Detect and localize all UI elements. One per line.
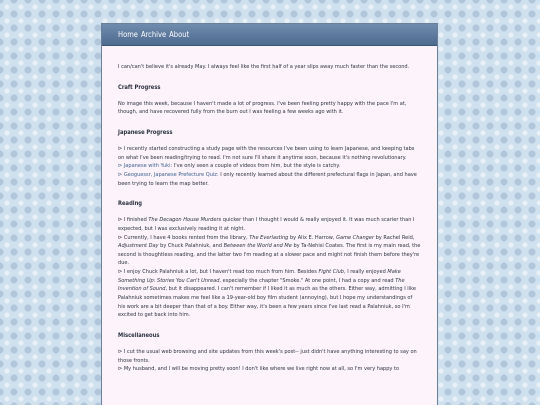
nav-about-link[interactable]: About [169,30,190,39]
nav-archive-link[interactable]: Archive [140,30,167,39]
misc-item: ⊳ My husband, and I will be moving pretty soon! I don't like where we live right now at all, so I'm very happy to [118,366,400,373]
reading-item: ⊳ I enjoy Chuck Palahniuk a lot, but I haven't read too much from him. Besides Fight Club, I really enjoyed Make Something Up: Stories You Can't Unread, especially the chapter "Smoke." At one point, I had a copy and read The Invention of Sound, but it disappeared. I can't remember if I liked it as much as the others. Either way, admitting I like Palahniuk sometimes makes me feel like a 19-year-old boy film student (annoying), but I hope my understandings of his work are a bit deeper than that of a boy. Either way, it's been a few years since I've last read a Palahniuk, so I'm excited to get back into him. [118,269,416,319]
misc-list [118,348,421,374]
misc-item: ⊳ I cut the usual web browsing and site updates from this week's post-- just didn't have anything interesting to say on those fronts. [118,349,417,364]
reading-item: ⊳ Currently, I have 4 books rented from the library, The Everlasting by Alix E. Harrow, Game Changer by Rachel Reid, Adjustment Day by Chuck Palahniuk, and Between the World and Me by Ta-Nehisi Coates. The first is my main read, the second is thoughtless reading, and the latter two I'm reading at a slower pace and might not finish them before they're due. [118,234,421,267]
japanese-item [118,162,421,171]
reading-item: ⊳ I finished The Decagon House Murders quicker than I thought I would & really enjoyed it. It was much scarier than I expected, but I was exclusively reading it at night. [118,217,415,232]
book-title: Fight Club [318,269,345,276]
book-title: The Invention of Sound [118,277,405,293]
japanese-item-text: I've only seen a couple of videos from him, but the style is catchy. [172,163,341,170]
top-nav [102,24,437,46]
japanese-heading: Japanese Progress [118,129,173,136]
book-title: Adjustment Day [118,243,159,250]
book-title: Game Changer [336,234,375,241]
book-title: Make Something Up: Stories You Can't Unread [118,269,401,284]
japanese-item-text: I only recently learned about the different prefectural flags in Japan, and have been trying to learn the map better. [118,171,417,187]
intro-paragraph: I can/can't believe it's already May. I always feel like the first half of a year slips away much faster than the second. [118,64,410,70]
japanese-with-yuki-link[interactable]: ⊳ Japanese with Yuki: [118,163,173,170]
reading-heading: Reading [118,201,143,208]
japanese-item [118,171,421,188]
blog-page [101,23,438,405]
reading-list [118,216,421,320]
japanese-list [118,145,421,188]
misc-heading: Miscellaneous [118,333,160,340]
book-title: The Decagon House Murders [148,217,222,224]
book-title: Between the World and Me [223,243,292,250]
craft-paragraph: No image this week, because I haven't made a lot of progress. I've been feeling pretty happy with the pace I'm at, though, and have recovered fully from the burn out I was feeling a few weeks ago with it. [118,100,407,116]
craft-heading: Craft Progress [118,84,161,91]
japanese-item: ⊳ I recently started constructing a study page with the resources I've been using to learn Japanese, and keeping tabs on what I've been reading/trying to read. I'm not sure I'll share it anytime soon, because it's nothing revolutionary. [118,145,415,161]
post-content [102,46,437,374]
geoguessr-link[interactable]: ⊳ Geoguessr, Japanese Prefecture Quiz: [118,171,219,178]
book-title: The Everlasting [249,234,289,241]
nav-home-link[interactable]: Home [118,30,138,39]
